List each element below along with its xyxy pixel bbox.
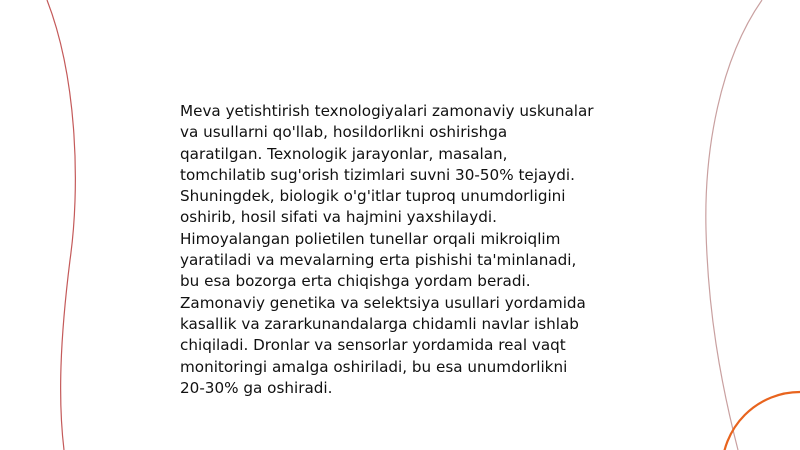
left-arc-line xyxy=(47,0,75,450)
body-paragraph xyxy=(180,101,650,399)
body-line: Zamonaviy genetika va selektsiya usullari yordamida xyxy=(180,293,586,312)
body-line: qaratilgan. Texnologik jarayonlar, masalan, xyxy=(180,144,508,163)
body-line: yaratiladi va mevalarning erta pishishi ta'minlanadi, xyxy=(180,251,577,270)
orange-accent-circle xyxy=(722,392,800,450)
body-line: tomchilatib sug'orish tizimlari suvni 30-50% tejaydi. xyxy=(180,165,575,184)
body-line: Himoyalangan polietilen tunellar orqali mikroiqlim xyxy=(180,229,561,248)
body-line: oshirib, hosil sifati va hajmini yaxshilaydi. xyxy=(180,208,497,227)
body-line: kasallik va zararkunandalarga chidamli navlar ishlab xyxy=(180,314,579,333)
body-line: chiqiladi. Dronlar va sensorlar yordamida real vaqt xyxy=(180,336,566,355)
body-line: monitoringi amalga oshiriladi, bu esa unumdorlikni xyxy=(180,357,568,376)
right-arc-line xyxy=(706,0,762,450)
body-line: bu esa bozorga erta chiqishga yordam beradi. xyxy=(180,272,531,291)
body-line: Shuningdek, biologik o'g'itlar tuproq unumdorligini xyxy=(180,187,566,206)
body-line: Meva yetishtirish texnologiyalari zamonaviy uskunalar xyxy=(180,102,594,120)
body-line: 20-30% ga oshiradi. xyxy=(180,378,333,397)
body-line: va usullarni qo'llab, hosildorlikni oshirishga xyxy=(180,123,508,142)
